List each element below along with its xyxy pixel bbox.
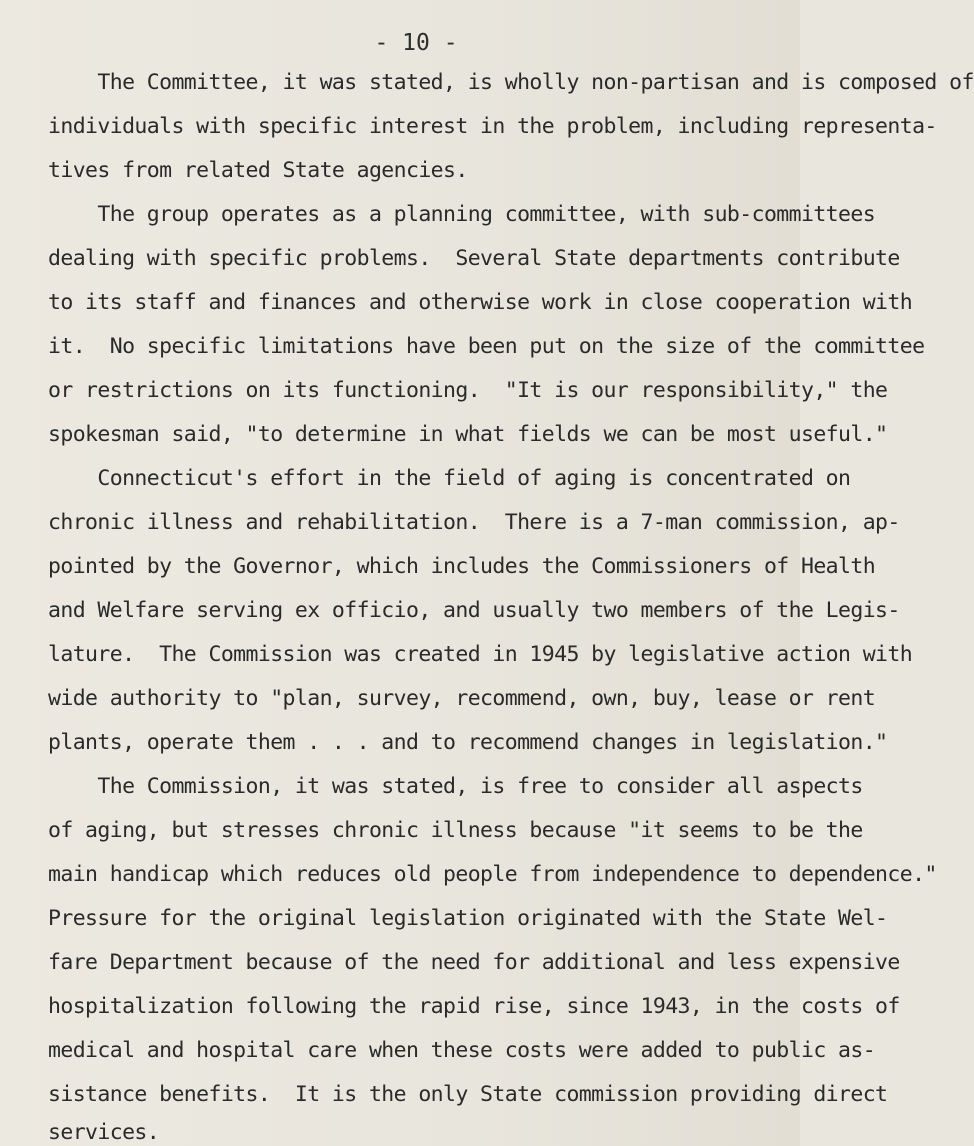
text-line: individuals with specific interest in the problem, including representa-	[48, 114, 937, 139]
text-line: services.	[48, 1120, 160, 1145]
text-line: to its staff and finances and otherwise work in close cooperation with	[48, 290, 913, 315]
text-line: chronic illness and rehabilitation. There is a 7-man commission, ap-	[48, 510, 900, 535]
text-line: The group operates as a planning committee, with sub-committees	[48, 202, 876, 227]
text-line: and Welfare serving ex officio, and usually two members of the Legis-	[48, 598, 900, 623]
text-line: or restrictions on its functioning. "It is our responsibility," the	[48, 378, 888, 403]
text-line: sistance benefits. It is the only State commission providing direct	[48, 1082, 888, 1107]
text-line: it. No specific limitations have been put on the size of the committee	[48, 334, 925, 359]
text-line: main handicap which reduces old people from independence to dependence."	[48, 862, 937, 887]
text-line: dealing with specific problems. Several State departments contribute	[48, 246, 900, 271]
text-line: medical and hospital care when these costs were added to public as-	[48, 1038, 876, 1063]
text-line: Pressure for the original legislation originated with the State Wel-	[48, 906, 888, 931]
text-line: plants, operate them . . . and to recommend changes in legislation."	[48, 730, 888, 755]
text-line: tives from related State agencies.	[48, 158, 468, 183]
text-line: lature. The Commission was created in 1945 by legislative action with	[48, 642, 913, 667]
text-line: pointed by the Governor, which includes the Commissioners of Health	[48, 554, 876, 579]
text-line: The Committee, it was stated, is wholly non-partisan and is composed of	[48, 70, 974, 95]
text-line: wide authority to "plan, survey, recommend, own, buy, lease or rent	[48, 686, 876, 711]
text-line: spokesman said, "to determine in what fields we can be most useful."	[48, 422, 888, 447]
text-line: fare Department because of the need for additional and less expensive	[48, 950, 900, 975]
page-number: - 10 -	[374, 30, 458, 56]
text-line: of aging, but stresses chronic illness because "it seems to be the	[48, 818, 863, 843]
text-line: The Commission, it was stated, is free to consider all aspects	[48, 774, 863, 799]
text-line: Connecticut's effort in the field of aging is concentrated on	[48, 466, 851, 491]
text-line: hospitalization following the rapid rise, since 1943, in the costs of	[48, 994, 900, 1019]
